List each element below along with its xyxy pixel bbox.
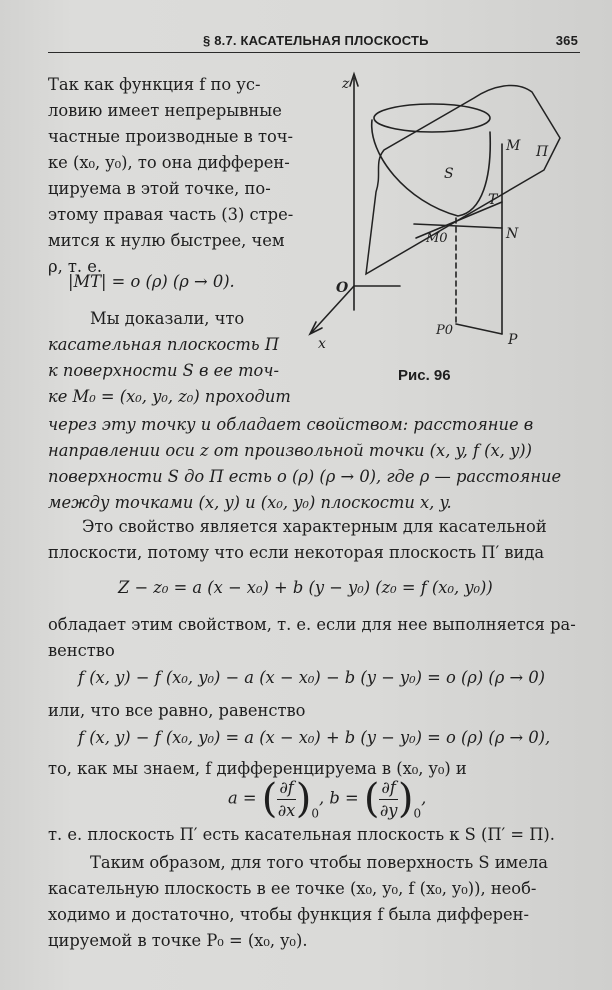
label-s: S xyxy=(444,166,454,182)
text-line: цируемой в точке P₀ = (x₀, y₀). xyxy=(48,931,308,950)
label-t: T xyxy=(488,192,498,208)
p0-p-line xyxy=(456,324,502,334)
label-p0: P0 xyxy=(436,323,454,338)
text-line: мится к нулю быстрее, чем xyxy=(48,231,285,250)
text-line: Мы доказали, что xyxy=(90,309,245,328)
formula-mt: |MT| = o (ρ) (ρ → 0). xyxy=(68,272,235,291)
text-line: к поверхности S в ее точ- xyxy=(48,361,279,380)
formula-condition: f (x, y) − f (x₀, y₀) − a (x − x₀) − b (y − y₀) = o (ρ) (ρ → 0) xyxy=(78,668,546,687)
label-n: N xyxy=(506,226,519,242)
text-line: ходимо и достаточно, чтобы функция f была дифферен- xyxy=(48,905,529,924)
tangent-plane-figure xyxy=(296,62,586,362)
running-header xyxy=(48,30,580,53)
surface-rim xyxy=(374,104,490,132)
text-line: плоскости, потому что если некоторая плоскость Π′ вида xyxy=(48,543,545,562)
text-line: через эту точку и обладает свойством: расстояние в xyxy=(48,415,534,434)
text-line: ке (x₀, y₀), то она дифферен- xyxy=(48,153,290,172)
formula-partials: a = ( $\frac{\partial f}{\partial x}$ )$_0$, b = ( $\frac{\partial f}{\partial y}$ )$_0$, xyxy=(228,776,427,822)
text-line: касательную плоскость в ее точке (x₀, y₀, f (x₀, y₀)), необ- xyxy=(48,879,537,898)
text-line: направлении оси z от произвольной точки (x, y, f (x, y)) xyxy=(48,441,532,460)
text-line: ρ, т. е. xyxy=(48,257,103,276)
text-line: между точками (x, y) и (x₀, y₀) плоскости x, y. xyxy=(48,493,452,512)
text-line: обладает этим свойством, т. е. если для нее выполняется ра- xyxy=(48,615,576,634)
tangent-plane-outline xyxy=(366,85,560,274)
text-line: то, как мы знаем, f дифференцируема в (x₀, y₀) и xyxy=(48,759,467,778)
label-o: O xyxy=(336,280,349,296)
text-line: частные производные в точ- xyxy=(48,127,294,146)
figure-caption: Рис. 96 xyxy=(398,367,451,384)
section-title: § 8.7. КАСАТЕЛЬНАЯ ПЛОСКОСТЬ xyxy=(203,33,429,48)
text-line: Таким образом, для того чтобы поверхность S имела xyxy=(90,853,548,872)
label-m0: M0 xyxy=(426,231,448,246)
text-line: венство xyxy=(48,641,115,660)
text-line: поверхности S до Π есть o (ρ) (ρ → 0), где ρ — расстояние xyxy=(48,467,562,486)
formula-plane: Z − z₀ = a (x − x₀) + b (y − y₀) (z₀ = f (x₀, y₀)) xyxy=(118,578,493,597)
text-line: Так как функция f по ус- xyxy=(48,75,261,94)
text-line: этому правая часть (3) стре- xyxy=(48,205,294,224)
formula-equality: f (x, y) − f (x₀, y₀) = a (x − x₀) + b (y − y₀) = o (ρ) (ρ → 0), xyxy=(78,728,551,747)
text-line: ловию имеет непрерывные xyxy=(48,101,282,120)
label-p: P xyxy=(508,332,518,348)
m0-n-line xyxy=(414,224,502,228)
text-line: или, что все равно, равенство xyxy=(48,701,306,720)
text-line: т. е. плоскость Π′ есть касательная плоскость к S (Π′ = Π). xyxy=(48,825,555,844)
label-z: z xyxy=(342,76,350,92)
surface-bowl xyxy=(372,120,491,216)
text-line: Это свойство является характерным для касательной xyxy=(82,517,547,536)
text-line: касательная плоскость Π xyxy=(48,335,280,354)
text-line: ке M₀ = (x₀, y₀, z₀) проходит xyxy=(48,387,291,406)
page-number: 365 xyxy=(555,33,578,48)
label-x: x xyxy=(318,336,326,352)
text-line: цируема в этой точке, по- xyxy=(48,179,271,198)
label-m: M xyxy=(506,138,521,154)
label-pi: Π xyxy=(536,144,549,160)
